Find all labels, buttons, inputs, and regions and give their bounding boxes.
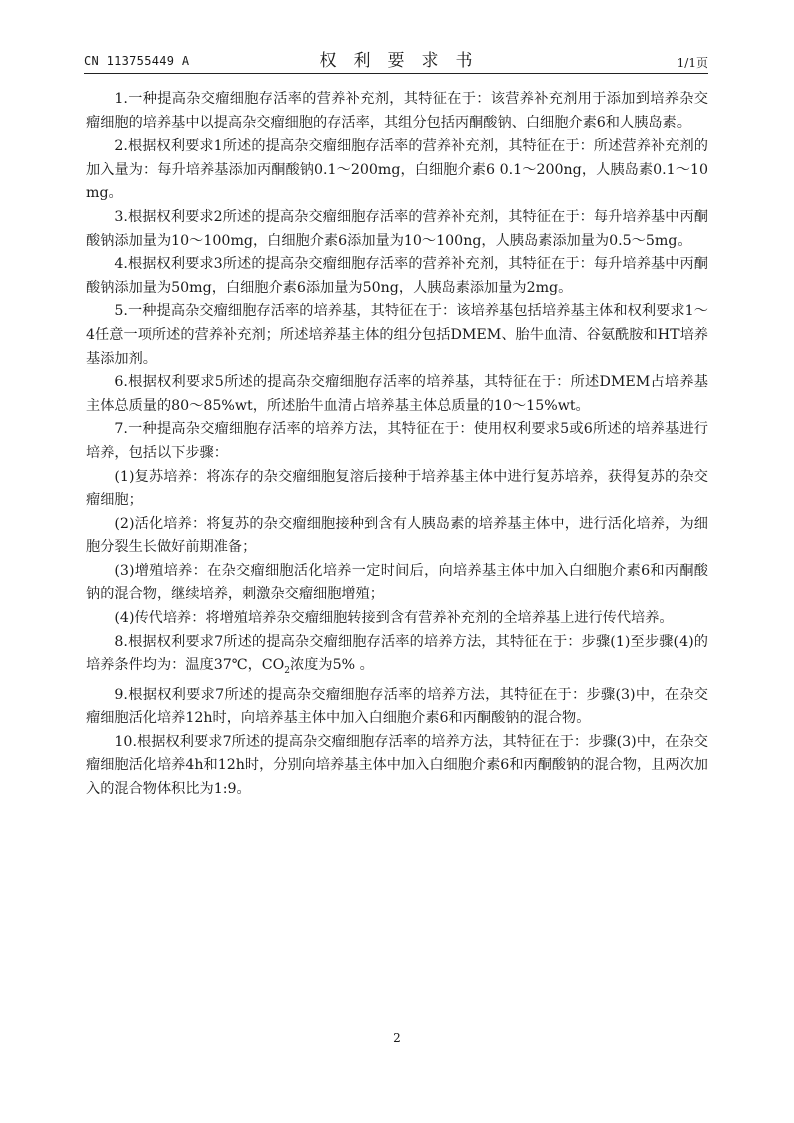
claim-9: 9.根据权利要求7所述的提高杂交瘤细胞存活率的培养方法，其特征在于：步骤(3)中，在杂交瘤细胞活化培养12h时，向培养基主体中加入白细胞介素6和丙酮酸钠的混合物。	[86, 686, 708, 727]
page-indicator: 1/1页	[676, 56, 708, 70]
claim-3: 3.根据权利要求2所述的提高杂交瘤细胞存活率的营养补充剂，其特征在于：每升培养基中丙酮酸钠添加量为10～100mg，白细胞介素6添加量为10～100ng，人胰岛素添加量为0.5～5mg。	[86, 208, 708, 249]
claim-2: 2.根据权利要求1所述的提高杂交瘤细胞存活率的营养补充剂，其特征在于：所述营养补充剂的加入量为：每升培养基添加丙酮酸钠0.1～200mg，白细胞介素6 0.1～200ng，人胰岛素0.1～10mg。	[86, 138, 708, 202]
publication-number: CN 113755449 A	[84, 54, 190, 68]
claim-8-text-end: 浓度为5% 。	[290, 657, 374, 674]
page-number: 2	[393, 1031, 401, 1045]
claim-7-step-1: (1)复苏培养：将冻存的杂交瘤细胞复溶后接种于培养基主体中进行复苏培养，获得复苏的杂交瘤细胞；	[86, 468, 708, 509]
claim-8	[86, 631, 708, 684]
claim-10: 10.根据权利要求7所述的提高杂交瘤细胞存活率的培养方法，其特征在于：步骤(3)中，在杂交瘤细胞活化培养4h和12h时，分别向培养基主体中加入白细胞介素6和丙酮酸钠的混合物，且两次加入的混合物体积比为1:9。	[86, 733, 708, 798]
claim-1: 1.一种提高杂交瘤细胞存活率的营养补充剂，其特征在于：该营养补充剂用于添加到培养杂交瘤细胞的培养基中以提高杂交瘤细胞的存活率，其组分包括丙酮酸钠、白细胞介素6和人胰岛素。	[86, 91, 708, 131]
header-divider	[84, 73, 708, 74]
claims-body	[86, 88, 708, 802]
claim-7: 7.一种提高杂交瘤细胞存活率的培养方法，其特征在于：使用权利要求5或6所述的培养基进行培养，包括以下步骤：	[86, 421, 708, 461]
claim-7-step-2: (2)活化培养：将复苏的杂交瘤细胞接种到含有人胰岛素的培养基主体中，进行活化培养，为细胞分裂生长做好前期准备；	[86, 515, 708, 556]
claim-4: 4.根据权利要求3所述的提高杂交瘤细胞存活率的营养补充剂，其特征在于：每升培养基中丙酮酸钠添加量为50mg，白细胞介素6添加量为50ng，人胰岛素添加量为2mg。	[86, 256, 708, 296]
claim-8-subscript: 2	[284, 666, 291, 677]
claim-8-text: 8.根据权利要求7所述的提高杂交瘤细胞存活率的培养方法，其特征在于：步骤(1)至步骤(4)的培养条件均为：温度37℃，CO	[86, 633, 708, 674]
claim-5: 5.一种提高杂交瘤细胞存活率的培养基，其特征在于：该培养基包括培养基主体和权利要求1～4任意一项所述的营养补充剂；所述培养基主体的组分包括DMEM、胎牛血清、谷氨酰胺和HT培养基添加剂。	[86, 303, 708, 367]
page-header	[84, 44, 708, 74]
document-title: 权利要求书	[319, 51, 490, 71]
claim-7-step-3: (3)增殖培养：在杂交瘤细胞活化培养一定时间后，向培养基主体中加入白细胞介素6和丙酮酸钠的混合物，继续培养，刺激杂交瘤细胞增殖；	[86, 562, 708, 603]
claim-7-step-4: (4)传代培养：将增殖培养杂交瘤细胞转接到含有营养补充剂的全培养基上进行传代培养。	[114, 610, 674, 627]
claim-6: 6.根据权利要求5所述的提高杂交瘤细胞存活率的培养基，其特征在于：所述DMEM占培养基主体总质量的80～85%wt，所述胎牛血清占培养基主体总质量的10～15%wt。	[86, 374, 708, 414]
